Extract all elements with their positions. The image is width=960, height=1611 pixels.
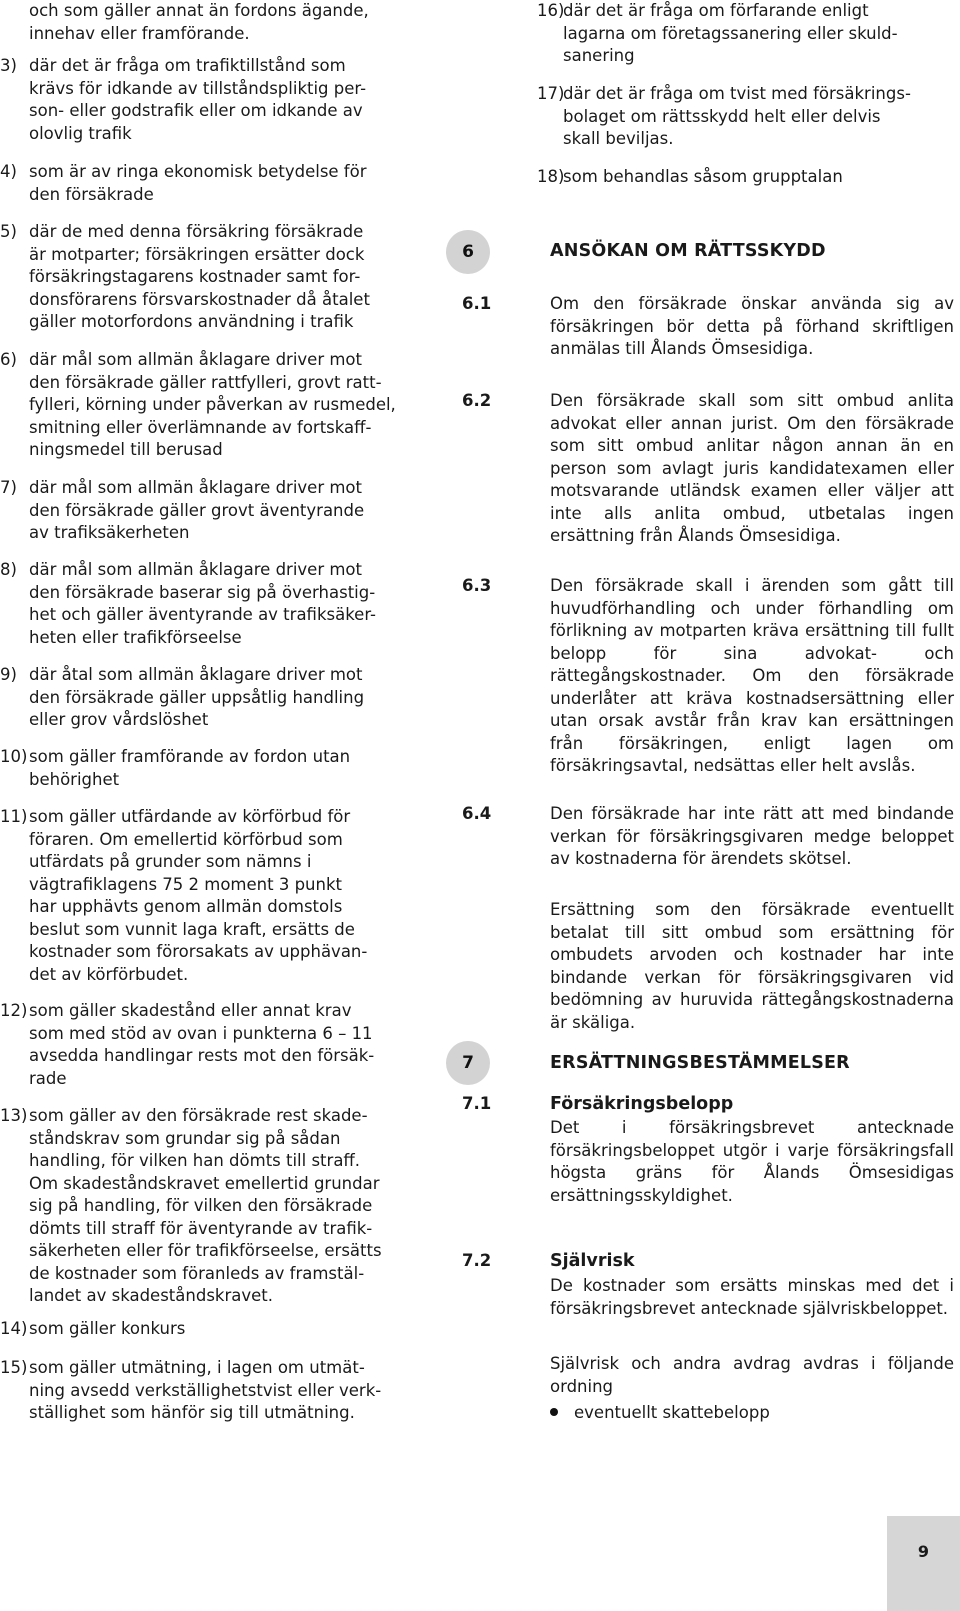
- clause-6-3-text: Den försäkrade skall i ärenden som gått till huvudförhandling och under förhandling om förlikning av motparten kräva ersättning till fullt belopp för sina advokat- och rättegångskostnader. Om den försäkrade underlåter att kräva kostnadsersättning eller utan orsak avstår från krav kan ersättningen från försäkringen, enligt lagen om försäkringsavtal, nedsättas eller helt avslås.: [550, 576, 954, 775]
- list-item-line: behörighet: [29, 769, 120, 789]
- list-item-line: sanering: [563, 46, 635, 65]
- list-item-line: sig på handling, för vilken den försäkrade: [29, 1196, 373, 1215]
- clause-number: 7.2: [462, 1251, 492, 1270]
- list-item-line: rade: [29, 1068, 67, 1088]
- list-item-line: krävs för idkande av tillståndspliktig per-: [29, 78, 367, 98]
- section-7-badge: 7: [446, 1041, 490, 1085]
- list-item-line: som gäller skadestånd eller annat krav: [29, 1001, 352, 1020]
- list-item-line: den försäkrade: [29, 184, 154, 204]
- list-item-line: som är av ringa ekonomisk betydelse för: [29, 162, 367, 181]
- clause-number: 6.1: [462, 294, 492, 313]
- list-item-number: 6): [0, 350, 17, 369]
- list-item-number: 4): [0, 162, 17, 181]
- list-item-line: heten eller trafikförseelse: [29, 627, 242, 647]
- list-item-text: [29, 349, 410, 462]
- bullet-dot-icon: [550, 1408, 558, 1416]
- list-item-line: de kostnader som föranleds av framstäl-: [29, 1263, 365, 1283]
- list-item-line: där mål som allmän åklagare driver mot: [29, 350, 362, 369]
- list-item-text: [29, 55, 410, 145]
- list-item-number: 15): [0, 1358, 28, 1377]
- list-item-text: [563, 166, 957, 189]
- list-item-line: utfärdats på grunder som nämns i: [29, 852, 312, 871]
- clause-7-2-order-text: Självrisk och andra avdrag avdras i följande ordning: [550, 1354, 954, 1396]
- list-item-line: har upphävts genom allmän domstols: [29, 897, 343, 916]
- list-item-number: 12): [0, 1001, 28, 1020]
- list-item-number: 11): [0, 807, 28, 826]
- clause-7-1-text: Det i försäkringsbrevet antecknade försäkringsbeloppet utgör i varje försäkringsfall högsta gräns för Ålands Ömsesidigas ersättningsskyldighet.: [550, 1118, 954, 1205]
- page-number: 9: [917, 1542, 930, 1561]
- list-item-line: avsedda handlingar rests mot den försäk-: [29, 1046, 375, 1065]
- list-item: [0, 806, 410, 986]
- clause-7-1-heading: Försäkringsbelopp: [550, 1094, 734, 1114]
- list-item-line: som behandlas såsom grupptalan: [563, 167, 843, 186]
- list-item-line: som gäller utfärdande av körförbud för: [29, 807, 351, 826]
- clause-6-4-text: Den försäkrade har inte rätt att med bindande verkan för försäkringsgivaren medge beloppet av kostnaderna för ärendets skötsel.: [550, 804, 954, 868]
- list-item-number: 16): [537, 1, 565, 20]
- list-item-line: där det är fråga om förfarande enligt: [563, 1, 869, 20]
- list-item-line: skall beviljas.: [563, 129, 674, 148]
- list-item-line: olovlig trafik: [29, 123, 132, 143]
- list-item-line: där mål som allmän åklagare driver mot: [29, 560, 362, 579]
- list-item-line: som gäller konkurs: [29, 1319, 186, 1338]
- list-item-number: 7): [0, 478, 17, 497]
- list-item-line: smitning eller överlämnande av fortskaff-: [29, 417, 372, 437]
- clause-number: 7.1: [462, 1094, 492, 1113]
- list-item: [0, 349, 410, 462]
- list-item-line: som gäller av den försäkrade rest skade-: [29, 1106, 368, 1125]
- clause-7-2-heading: Självrisk: [550, 1251, 635, 1271]
- list-item-line: dömts till straff för äventyrande av trafik-: [29, 1218, 373, 1238]
- list-item-line: son- eller godstrafik eller om idkande av: [29, 101, 363, 120]
- list-item-line: där åtal som allmän åklagare driver mot: [29, 665, 363, 684]
- list-item: [0, 55, 410, 145]
- list-item-line: fylleri, körning under påverkan av rusmedel,: [29, 395, 396, 414]
- clause-7-2-text: De kostnader som ersätts minskas med det i försäkringsbrevet antecknade självriskbeloppet.: [550, 1276, 954, 1318]
- lead-text: [29, 0, 409, 45]
- list-item-text: [29, 1357, 410, 1425]
- list-item-text: [29, 477, 410, 545]
- list-item-line: är motparter; försäkringen ersätter dock: [29, 244, 365, 264]
- list-item-line: lagarna om företagssanering eller skuld-: [563, 23, 898, 43]
- list-item: [0, 1000, 410, 1090]
- list-item-text: [29, 559, 410, 649]
- list-item-line: den försäkrade gäller rattfylleri, grovt ratt-: [29, 372, 382, 392]
- list-item-number: 14): [0, 1319, 28, 1338]
- list-item-line: det av körförbudet.: [29, 964, 189, 984]
- list-item-text: [29, 1105, 410, 1308]
- list-item-number: 5): [0, 222, 17, 241]
- list-item-text: [563, 83, 957, 151]
- list-item-number: 17): [537, 84, 565, 103]
- list-item-text: [29, 221, 410, 334]
- list-item-line: kostnader som förorsakats av upphävan-: [29, 942, 368, 961]
- list-item-line: försäkringstagarens kostnader samt for-: [29, 267, 361, 286]
- list-item-line: säkerheten eller för trafikförseelse, ersätts: [29, 1241, 382, 1260]
- list-item-line: där mål som allmän åklagare driver mot: [29, 478, 362, 497]
- list-item-text: [29, 161, 410, 206]
- list-item: [0, 477, 410, 545]
- clause-number: 6.3: [462, 576, 492, 595]
- list-item-line: den försäkrade gäller grovt äventyrande: [29, 500, 365, 520]
- list-item-text: [29, 806, 410, 986]
- list-item-line: gäller motorfordons användning i trafik: [29, 312, 354, 331]
- bullet-text: eventuellt skattebelopp: [574, 1403, 770, 1422]
- list-item-line: vägtrafiklagens 75 2 moment 3 punkt: [29, 874, 342, 894]
- clause-6-1-text: Om den försäkrade önskar använda sig av försäkringen bör detta på förhand skriftligen anmälas till Ålands Ömsesidiga.: [550, 294, 954, 358]
- clause-number: 6.2: [462, 391, 492, 410]
- list-item-text: [29, 1000, 410, 1090]
- list-item-number: 18): [537, 167, 565, 186]
- list-item-line: föraren. Om emellertid körförbud som: [29, 829, 343, 849]
- list-item-number: 9): [0, 665, 17, 684]
- list-item-line: som med stöd av ovan i punkterna 6 – 11: [29, 1023, 373, 1043]
- section-7-heading: ERSÄTTNINGSBESTÄMMELSER: [550, 1053, 850, 1073]
- list-item-line: handling, för vilken han dömts till straff.: [29, 1151, 361, 1170]
- clause-number: 6.4: [462, 804, 492, 823]
- page-number-tab: [887, 1516, 960, 1611]
- list-item-line: där det är fråga om tvist med försäkrings-: [563, 84, 911, 103]
- list-item: [0, 1357, 410, 1425]
- list-item-number: 3): [0, 56, 17, 75]
- list-item: [537, 83, 957, 151]
- list-item-line: som gäller utmätning, i lagen om utmät-: [29, 1358, 365, 1377]
- list-item-line: landet av skadeståndskravet.: [29, 1286, 273, 1305]
- lead-line: och som gäller annat än fordons ägande,: [29, 1, 369, 20]
- list-item-text: [29, 664, 410, 732]
- list-item-line: ståndskrav som grundar sig på sådan: [29, 1128, 341, 1148]
- list-item-line: ställighet som hänför sig till utmätning.: [29, 1403, 355, 1422]
- list-item: [0, 161, 410, 206]
- bullet-item: [550, 1402, 770, 1425]
- clause-6-2-text: Den försäkrade skall som sitt ombud anlita advokat eller annan jurist. Om den försäkrade som sitt ombud anlitar någon annan än en person som avlagt juris kandidatexamen eller motsvarande utländsk examen eller väljer att inte alls anlita ombud, utbetalas ingen ersättning från Ålands Ömsesidiga.: [550, 391, 954, 545]
- list-item-line: ning avsedd verkställighetstvist eller verk-: [29, 1380, 382, 1400]
- list-item: [0, 1105, 410, 1308]
- section-6-heading: ANSÖKAN OM RÄTTSSKYDD: [550, 241, 826, 261]
- list-item-line: den försäkrade gäller uppsåtlig handling: [29, 687, 365, 707]
- list-item: [0, 1318, 410, 1341]
- list-item-number: 13): [0, 1106, 28, 1125]
- list-item-line: eller grov vårdslöshet: [29, 710, 209, 729]
- list-item: [0, 559, 410, 649]
- list-item: [0, 664, 410, 732]
- list-item: [537, 0, 957, 68]
- list-item-number: 10): [0, 747, 28, 766]
- lead-line: innehav eller framförande.: [29, 23, 250, 43]
- list-item-line: av trafiksäkerheten: [29, 523, 190, 542]
- list-item-line: ningsmedel till berusad: [29, 440, 223, 459]
- list-item-line: het och gäller äventyrande av trafiksäker-: [29, 605, 377, 624]
- list-item: [0, 746, 410, 791]
- list-item: [537, 166, 957, 189]
- list-item-line: beslut som vunnit laga kraft, ersätts de: [29, 919, 355, 939]
- list-item-text: [563, 0, 957, 68]
- list-item-line: den försäkrade baserar sig på överhastig-: [29, 582, 376, 602]
- list-item-text: [29, 1318, 410, 1341]
- list-item-line: där det är fråga om trafiktillstånd som: [29, 56, 346, 75]
- list-item-text: [29, 746, 410, 791]
- list-item: [0, 221, 410, 334]
- list-item-line: donsförarens försvarskostnader då åtalet: [29, 289, 370, 309]
- clause-6-4-followup-text: Ersättning som den försäkrade eventuellt betalat till sitt ombud som ersättning för ombudets arvoden och kostnader har inte bindande verkan för försäkringsgivaren vid bedömning av huruvida rättegångskostnaderna är skäliga.: [550, 900, 954, 1032]
- list-item-line: där de med denna försäkring försäkrade: [29, 222, 364, 241]
- list-item-number: 8): [0, 560, 17, 579]
- list-item-line: bolaget om rättsskydd helt eller delvis: [563, 106, 881, 126]
- list-item-line: Om skadeståndskravet emellertid grundar: [29, 1173, 380, 1193]
- list-item-line: som gäller framförande av fordon utan: [29, 747, 351, 766]
- section-6-badge: 6: [446, 230, 490, 274]
